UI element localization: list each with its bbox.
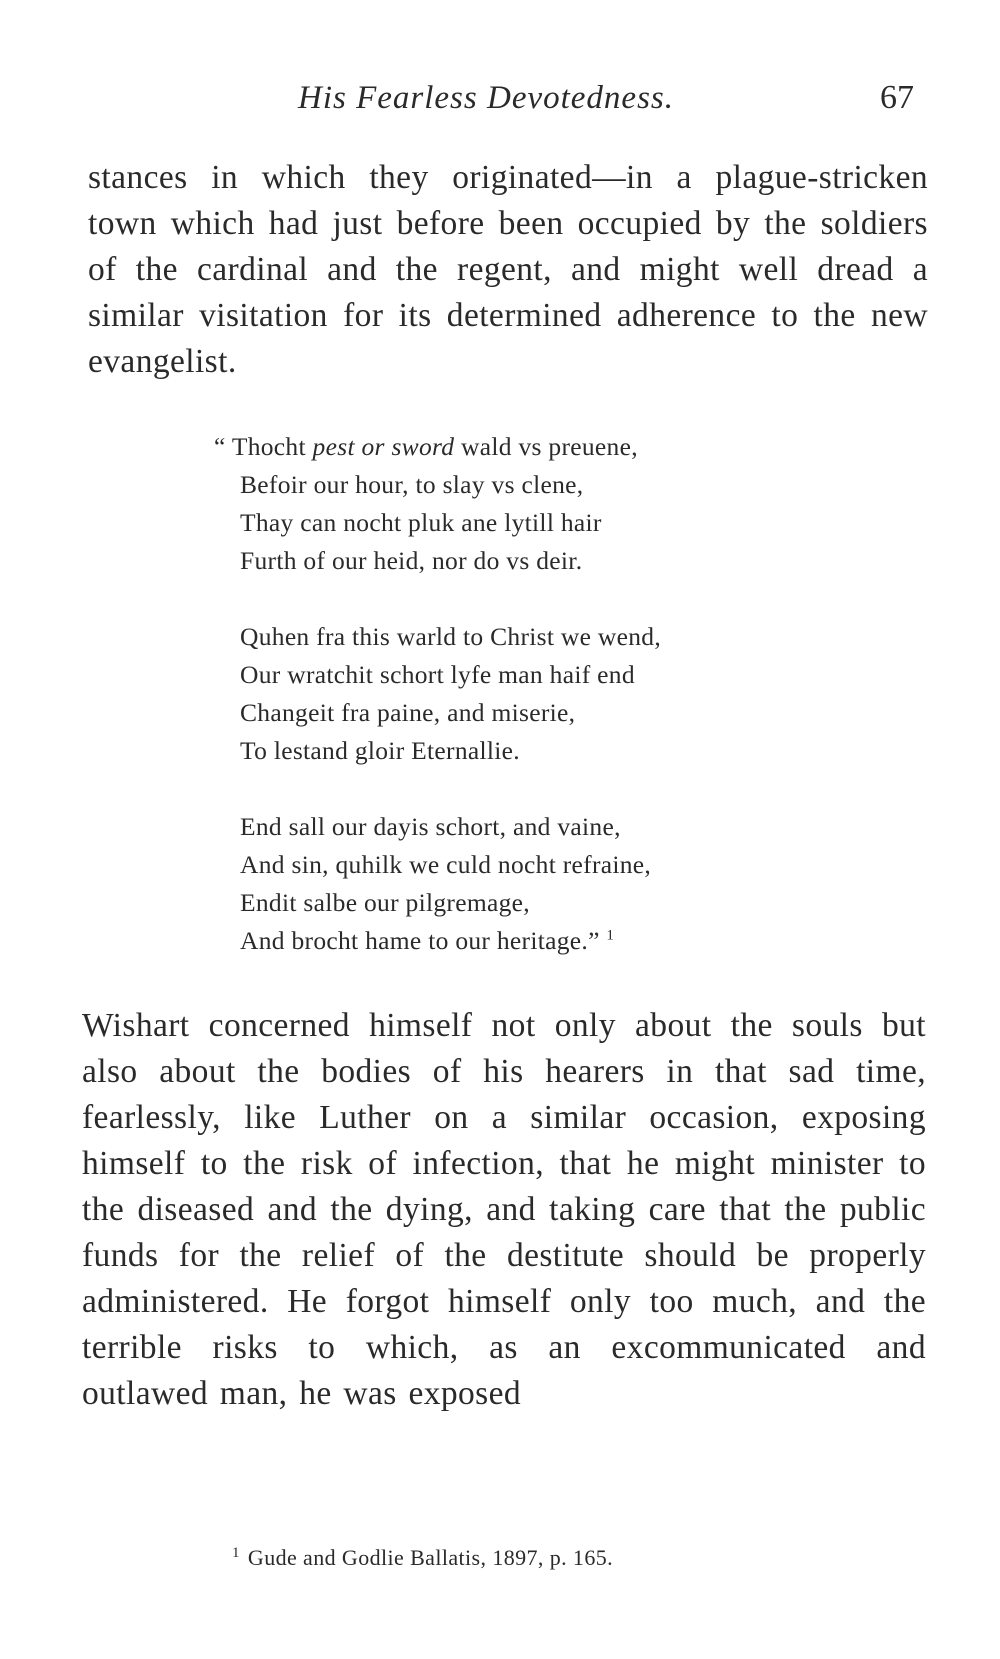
verse-italic-text: pest or sword <box>312 432 455 461</box>
verse-text: And brocht hame to our heritage.” <box>240 926 600 955</box>
verse-line: Quhen fra this warld to Christ we wend, <box>240 622 662 651</box>
verse-stanza-3 <box>240 808 860 960</box>
verse-line: Endit salbe our pilgremage, <box>240 888 530 917</box>
verse-line <box>240 922 860 960</box>
footnote-reference[interactable]: 1 <box>606 927 615 944</box>
footnote <box>232 1543 613 1573</box>
verse-line <box>214 428 860 466</box>
verse-text: wald vs preuene, <box>454 432 638 461</box>
verse-stanza-2 <box>240 618 860 770</box>
verse-quotation <box>214 428 860 960</box>
verse-text: “ Thocht <box>214 432 313 461</box>
footnote-mark: 1 <box>232 1544 240 1561</box>
running-title: His Fearless Devotedness. <box>298 80 675 116</box>
verse-stanza-1 <box>214 428 860 580</box>
verse-line: Our wratchit schort lyfe man haif end <box>240 660 635 689</box>
running-head <box>0 78 1000 128</box>
paragraph-main: Wishart concerned himself not only about the souls but also about the bodies of his hearers in that sad time, fearlessly, like Luther on a similar occasion, exposing himself to the risk of infection, that he might minister to the diseased and the dying, and taking care that the public funds for the relief of the destitute should be properly administered. He forgot himself only too much, and the terrible risks to which, as an excommunicated and outlawed man, he was exposed <box>82 1007 926 1412</box>
paragraph-continued: stances in which they originated—in a plague-stricken town which had just before been occupied by the soldiers of the cardinal and the regent, and might well dread a similar visitation for its determined adherence to the new evangelist. <box>88 159 928 380</box>
footnote-text: Gude and Godlie Ballatis, 1897, p. 165. <box>247 1545 614 1570</box>
page-number: 67 <box>880 79 914 116</box>
verse-line: And sin, quhilk we culd nocht refraine, <box>240 850 652 879</box>
verse-line: To lestand gloir Eternallie. <box>240 736 520 765</box>
verse-line: Thay can nocht pluk ane lytill hair <box>240 508 602 537</box>
verse-line: Changeit fra paine, and miserie, <box>240 698 576 727</box>
verse-line: Befoir our hour, to slay vs clene, <box>240 470 584 499</box>
verse-line: End sall our dayis schort, and vaine, <box>240 812 621 841</box>
verse-line: Furth of our heid, nor do vs deir. <box>240 546 583 575</box>
